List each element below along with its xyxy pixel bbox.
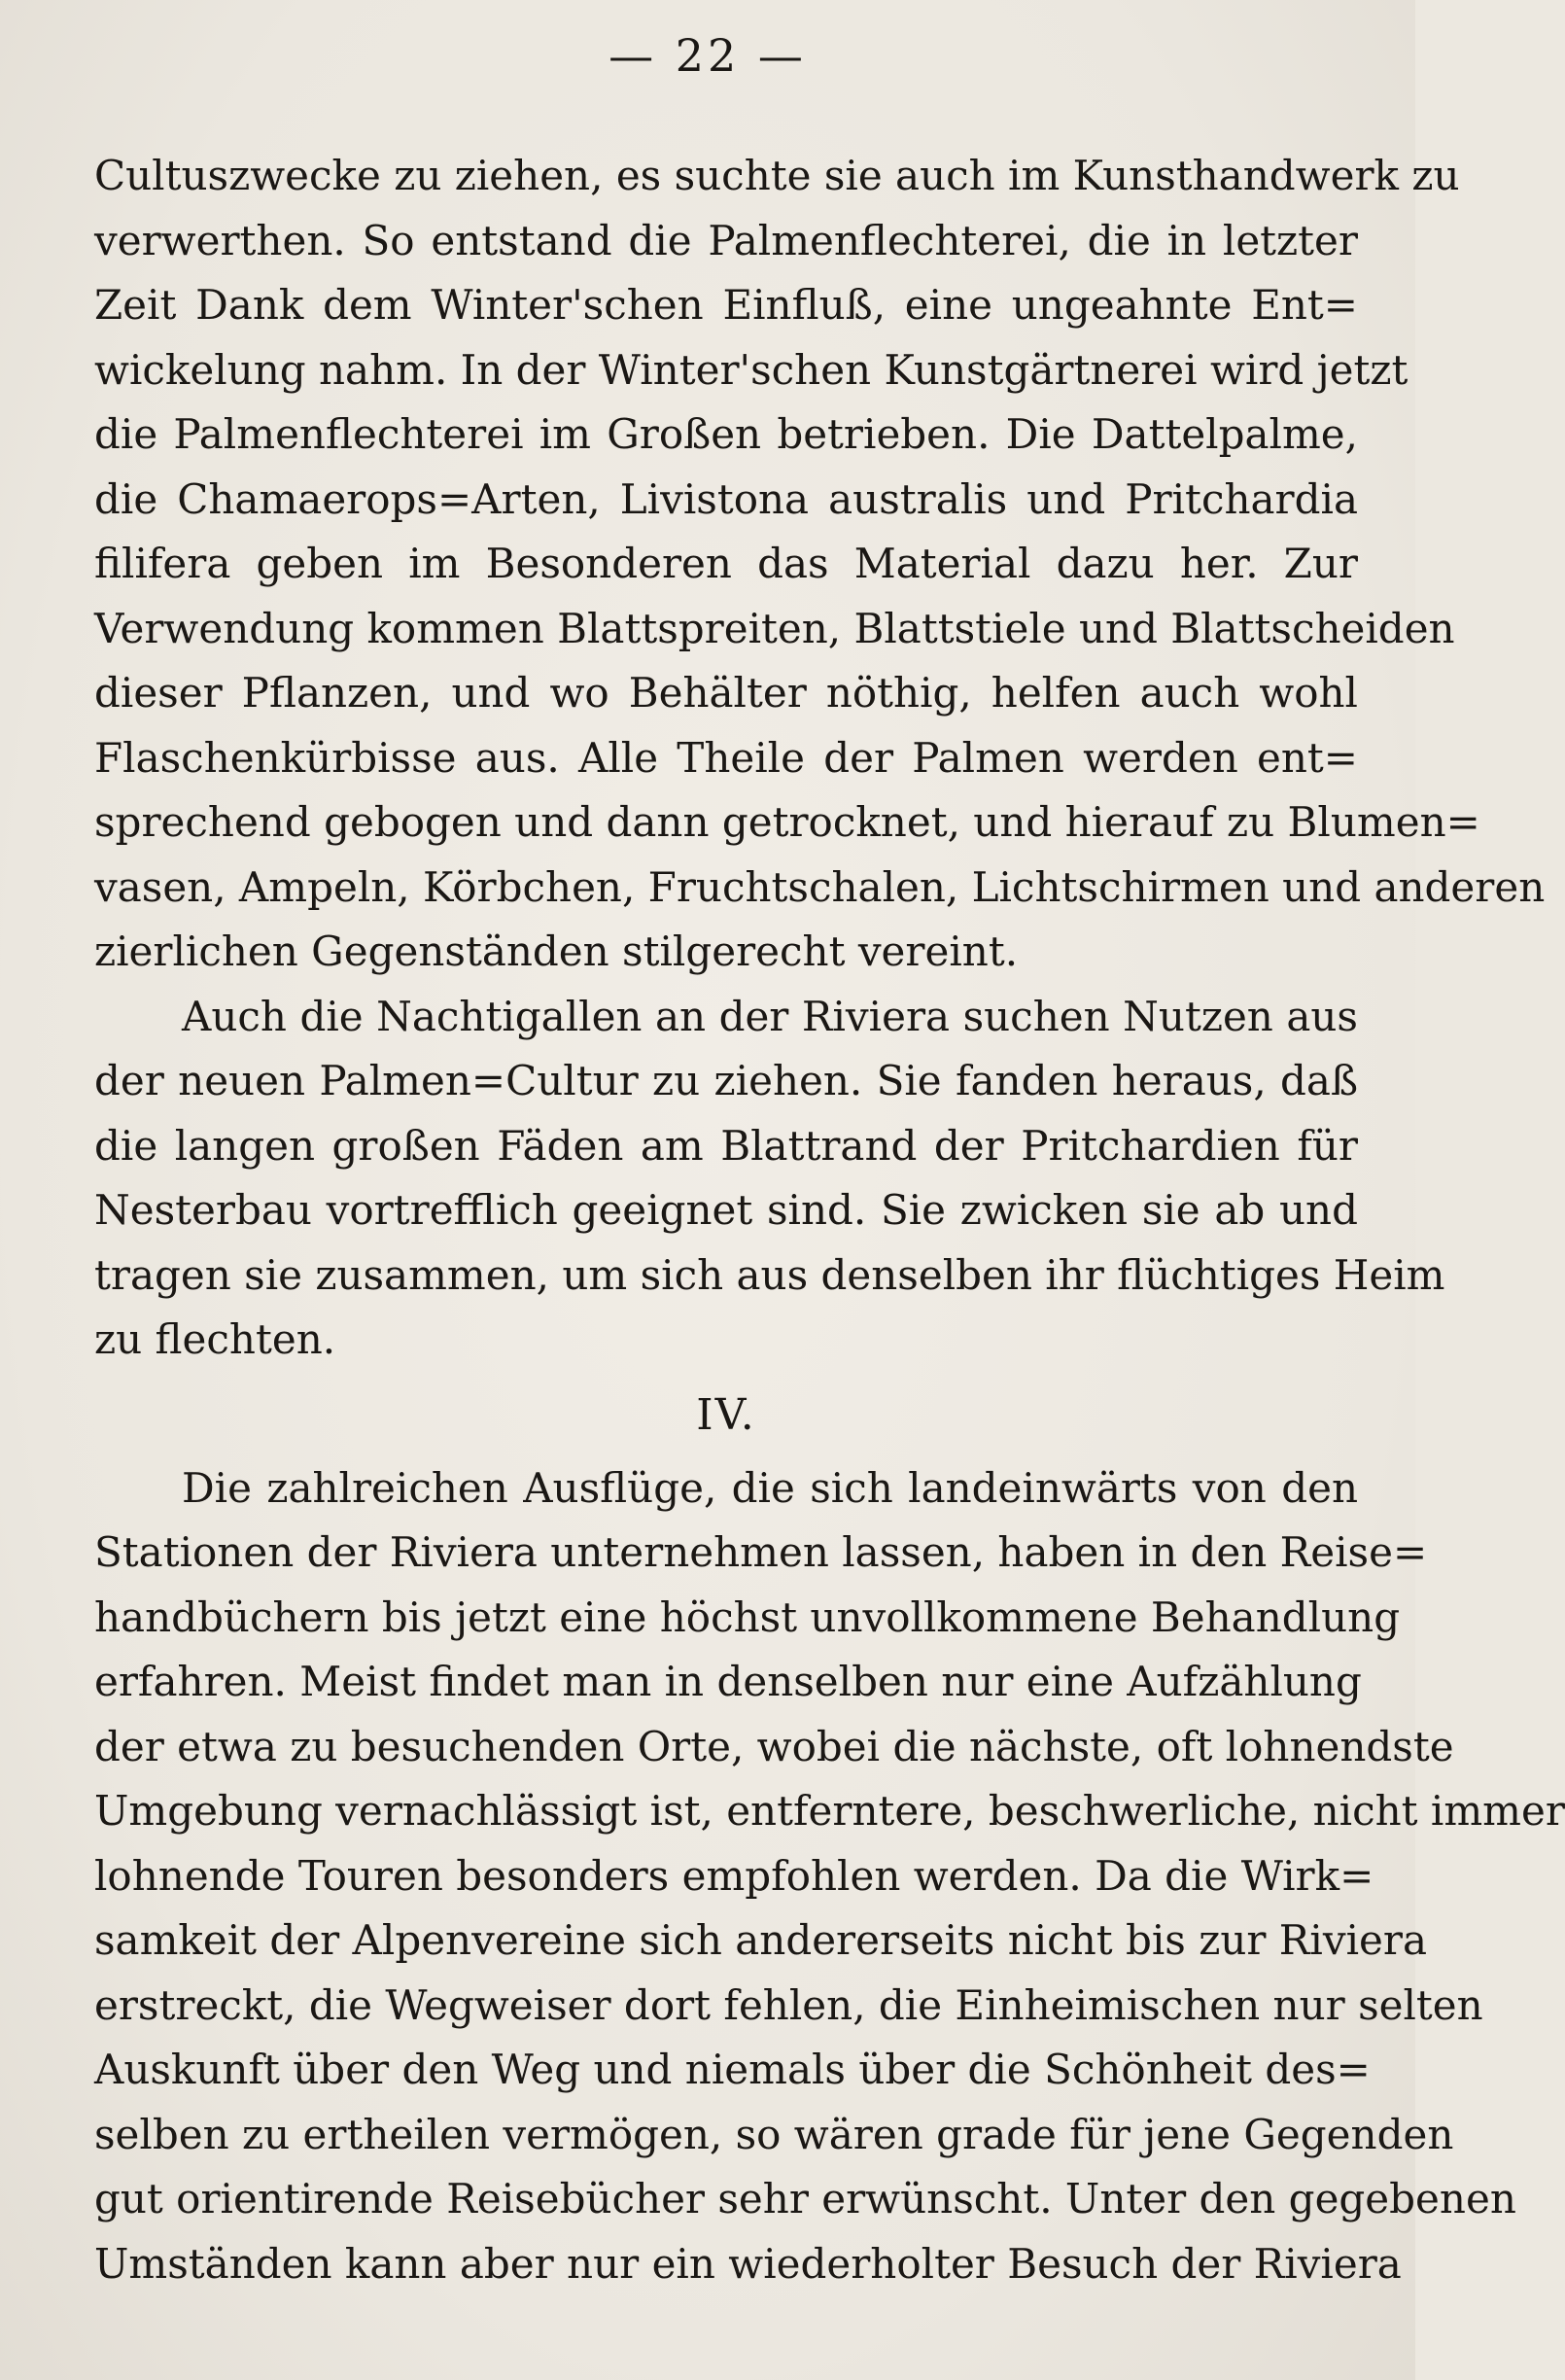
body-text — [94, 144, 1565, 2296]
text-line: Auskunft über den Weg und niemals über die Schönheit des= — [94, 2046, 1371, 2093]
text-line: die Chamaerops=Arten, Livistona australis und Pritchardia — [94, 474, 1358, 523]
text-line: vasen, Ampeln, Körbchen, Fruchtschalen, Lichtschirmen und anderen — [94, 862, 1546, 911]
text-line: zu flechten. — [94, 1315, 336, 1363]
paragraph-3 — [94, 1456, 1565, 2297]
text-line: Stationen der Riviera unternehmen lassen, haben in den Reise= — [94, 1528, 1428, 1576]
text-line: Nesterbau vortrefflich geeignet sind. Sie zwicken sie ab und — [94, 1186, 1358, 1234]
text-line: der neuen Palmen=Cultur zu ziehen. Sie fanden heraus, daß — [94, 1057, 1358, 1104]
text-line: gut orientirende Reisebücher sehr erwünscht. Unter den gegebenen — [94, 2175, 1516, 2222]
text-line: handbüchern bis jetzt eine höchst unvollkommene Behandlung — [94, 1592, 1401, 1641]
text-line: filifera geben im Besonderen das Material dazu her. Zur — [94, 540, 1358, 587]
text-line: selben zu ertheilen vermögen, so wären grade für jene Gegenden — [94, 2110, 1454, 2158]
text-line: Zeit Dank dem Winter'schen Einfluß, eine ungeahnte Ent= — [94, 281, 1358, 329]
text-line: sprechend gebogen und dann getrocknet, und hierauf zu Blumen= — [94, 798, 1480, 846]
text-line: die Palmenflechterei im Großen betrieben. Die Dattelpalme, — [94, 410, 1358, 458]
text-line: erstreckt, die Wegweiser dort fehlen, die Einheimischen nur selten — [94, 1980, 1483, 2029]
text-line: verwerthen. So entstand die Palmenflechterei, die in letzter — [94, 216, 1358, 264]
section-heading: IV. — [696, 1389, 756, 1440]
text-line: der etwa zu besuchenden Orte, wobei die nächste, oft lohnendste — [94, 1722, 1454, 1770]
text-line: Die zahlreichen Ausflüge, die sich landeinwärts von den — [182, 1463, 1358, 1512]
text-line: Umgebung vernachlässigt ist, entferntere, beschwerliche, nicht immer — [94, 1787, 1565, 1835]
text-line: Flaschenkürbisse aus. Alle Theile der Palmen werden ent= — [94, 733, 1358, 782]
text-line: Verwendung kommen Blattspreiten, Blattstiele und Blattscheiden — [94, 604, 1455, 652]
text-line: samkeit der Alpenvereine sich andererseits nicht bis zur Riviera — [94, 1916, 1427, 1964]
text-line: die langen großen Fäden am Blattrand der Pritchardien für — [94, 1121, 1358, 1170]
page-number: — 22 — — [609, 29, 807, 82]
text-line: Cultuszwecke zu ziehen, es suchte sie auch im Kunsthandwerk zu — [94, 152, 1460, 199]
text-line: Umständen kann aber nur ein wiederholter Besuch der Riviera — [94, 2239, 1402, 2288]
text-line: zierlichen Gegenständen stilgerecht vereint. — [94, 928, 1019, 975]
text-line: dieser Pflanzen, und wo Behälter nöthig, helfen auch wohl — [94, 669, 1358, 717]
paragraph-1 — [94, 144, 1546, 985]
text-line: tragen sie zusammen, um sich aus denselben ihr flüchtiges Heim — [94, 1250, 1445, 1299]
paragraph-2 — [94, 985, 1445, 1373]
text-line: erfahren. Meist findet man in denselben nur eine Aufzählung — [94, 1658, 1362, 1705]
text-line: lohnende Touren besonders empfohlen werden. Da die Wirk= — [94, 1851, 1374, 1900]
text-line: Auch die Nachtigallen an der Riviera suchen Nutzen aus — [182, 992, 1358, 1040]
text-line: wickelung nahm. In der Winter'schen Kunstgärtnerei wird jetzt — [94, 345, 1408, 394]
